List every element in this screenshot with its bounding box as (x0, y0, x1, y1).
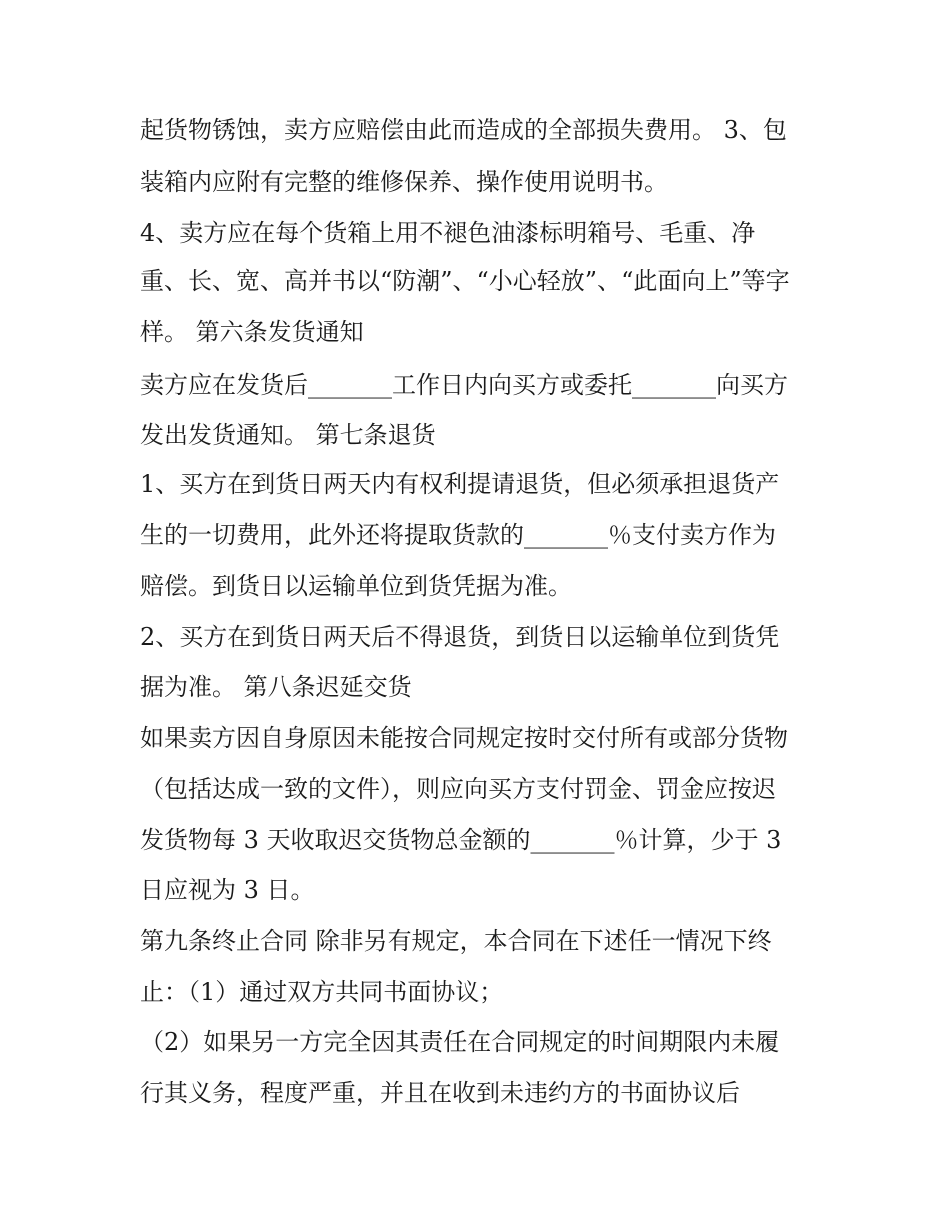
text-line: 据为准。 第八条迟延交货 (140, 673, 412, 701)
text-line: 行其义务，程度严重，并且在收到未违约方的书面协议后 (140, 1079, 740, 1107)
text-line: 赔偿。到货日以运输单位到货凭据为准。 (140, 572, 572, 600)
text-line: 2、买方在到货日两天后不得退货，到货日以运输单位到货凭 (140, 623, 780, 651)
text-line: 样。 第六条发货通知 (140, 318, 364, 346)
text-line: （包括达成一致的文件），则应向买方支付罚金、罚金应按迟 (140, 775, 776, 803)
text-line: 如果卖方因自身原因未能按合同规定按时交付所有或部分货物 (140, 724, 788, 752)
text-line: 生的一切费用，此外还将提取货款的_______％支付卖方作为 (140, 521, 776, 549)
text-line: 第九条终止合同 除非另有规定，本合同在下述任一情况下终 (140, 927, 772, 955)
text-line: 重、长、宽、高并书以“防潮”、“小心轻放”、“此面向上”等字 (140, 267, 790, 295)
text-line: 发货物每 3 天收取迟交货物总金额的_______％计算，少于 3 (140, 826, 782, 854)
text-line: 1、买方在到货日两天内有权利提请退货，但必须承担退货产 (140, 470, 780, 498)
text-line: 发出发货通知。 第七条退货 (140, 421, 436, 449)
text-line: 起货物锈蚀，卖方应赔偿由此而造成的全部损失费用。 3、包 (140, 116, 787, 144)
text-line: 止：（1）通过双方共同书面协议； (140, 978, 504, 1006)
text-line: 卖方应在发货后_______工作日内向买方或委托_______向买方 (140, 371, 788, 399)
text-line: 日应视为 3 日。 (140, 876, 315, 904)
text-line: （2）如果另一方完全因其责任在合同规定的时间期限内未履 (140, 1028, 780, 1056)
text-line: 4、卖方应在每个货箱上用不褪色油漆标明箱号、毛重、净 (140, 219, 756, 247)
text-line: 装箱内应附有完整的维修保养、操作使用说明书。 (140, 168, 668, 196)
